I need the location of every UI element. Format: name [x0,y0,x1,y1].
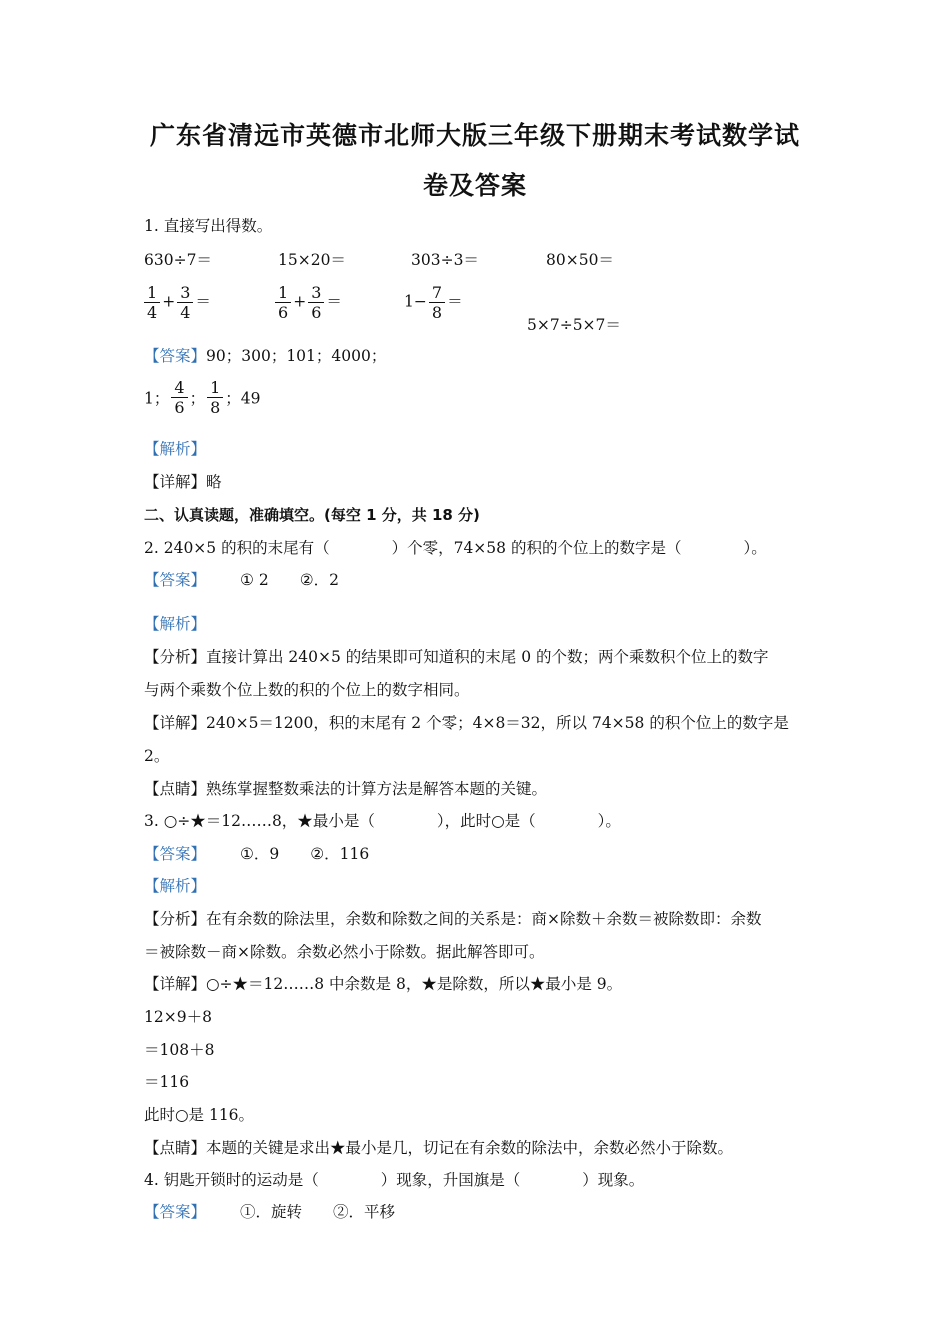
q1-expr-3: 303÷3＝ [411,251,479,269]
q3-key-point: 【点睛】本题的关键是求出★最小是几，切记在有余数的除法中，余数必然小于除数。 [144,1139,734,1157]
q1-fraction-expr-1: $\frac{1}{4}$ + $\frac{3}{4}$ ＝ [142,283,211,322]
q3-answer: 【答案】 ①．9 ②．116 [144,845,370,863]
q3-analysis-1: 【分析】在有余数的除法里，余数和除数之间的关系是：商×除数＋余数＝被除数即：余数 [144,910,762,928]
q2-detail-2: 2。 [144,747,170,765]
q4-answer: 【答案】 ①．旋转 ②．平移 [144,1203,396,1221]
q2-analysis-tag: 【解析】 [144,615,207,633]
q2-analysis-2: 与两个乘数个位上数的积的个位上的数字相同。 [144,681,470,699]
q1-fraction-expr-3: 1− $\frac{7}{8}$ ＝ [404,283,463,322]
q1-heading: 1. 直接写出得数。 [144,217,273,235]
q2-text: 2. 240×5 的积的末尾有（ ）个零，74×58 的积的个位上的数字是（ ）。 [144,539,767,557]
q2-key-point: 【点睛】熟练掌握整数乘法的计算方法是解答本题的关键。 [144,780,548,798]
q1-fraction-expr-2: $\frac{1}{6}$ + $\frac{3}{6}$ ＝ [273,283,342,322]
q3-calc-4: 此时○是 116。 [144,1106,255,1124]
q3-calc-1: 12×9＋8 [144,1008,212,1026]
q1-expr-1: 630÷7＝ [144,251,212,269]
q3-calc-2: ＝108＋8 [144,1041,215,1059]
q1-expr-mixed: 5×7÷5×7＝ [527,316,621,334]
q2-answer: 【答案】 ① 2 ②．2 [144,571,339,589]
q2-detail-1: 【详解】240×5＝1200，积的末尾有 2 个零；4×8＝32，所以 74×58 的积个位上的数字是 [144,714,789,732]
fraction: $\frac{3}{6}$ [308,283,324,322]
q1-expr-4: 80×50＝ [546,251,614,269]
fraction: $\frac{1}{4}$ [144,283,160,322]
q3-text: 3. ○÷★＝12……8，★最小是（ ），此时○是（ ）。 [144,812,621,830]
q1-answer: 【答案】90；300；101；4000； [144,347,387,365]
q1-expr-2: 15×20＝ [278,251,346,269]
q4-text: 4. 钥匙开锁时的运动是（ ）现象，升国旗是（ ）现象。 [144,1171,645,1189]
q1-analysis-tag: 【解析】 [144,440,207,458]
q3-analysis-tag: 【解析】 [144,877,207,895]
q3-analysis-2: ＝被除数－商×除数。余数必然小于除数。据此解答即可。 [144,943,545,961]
q1-answer-line2: 1； $\frac{4}{6}$ ； $\frac{1}{8}$ ；49 [144,378,261,417]
q3-detail-1: 【详解】○÷★＝12……8 中余数是 8，★是除数，所以★最小是 9。 [144,975,623,993]
fraction: $\frac{7}{8}$ [429,283,445,322]
fraction: $\frac{1}{8}$ [207,378,223,417]
fraction: $\frac{4}{6}$ [171,378,187,417]
q3-calc-3: ＝116 [144,1073,190,1091]
q2-analysis-1: 【分析】直接计算出 240×5 的结果即可知道积的末尾 0 的个数；两个乘数积个位上的数字 [144,648,769,666]
document-title-line2: 卷及答案 [422,171,527,200]
document-title-line1: 广东省清远市英德市北师大版三年级下册期末考试数学试 [149,121,800,150]
fraction: $\frac{3}{4}$ [177,283,193,322]
section-2-heading: 二、认真读题，准确填空。(每空 1 分，共 18 分) [144,506,480,524]
fraction: $\frac{1}{6}$ [275,283,291,322]
q1-detail: 【详解】略 [144,473,222,491]
